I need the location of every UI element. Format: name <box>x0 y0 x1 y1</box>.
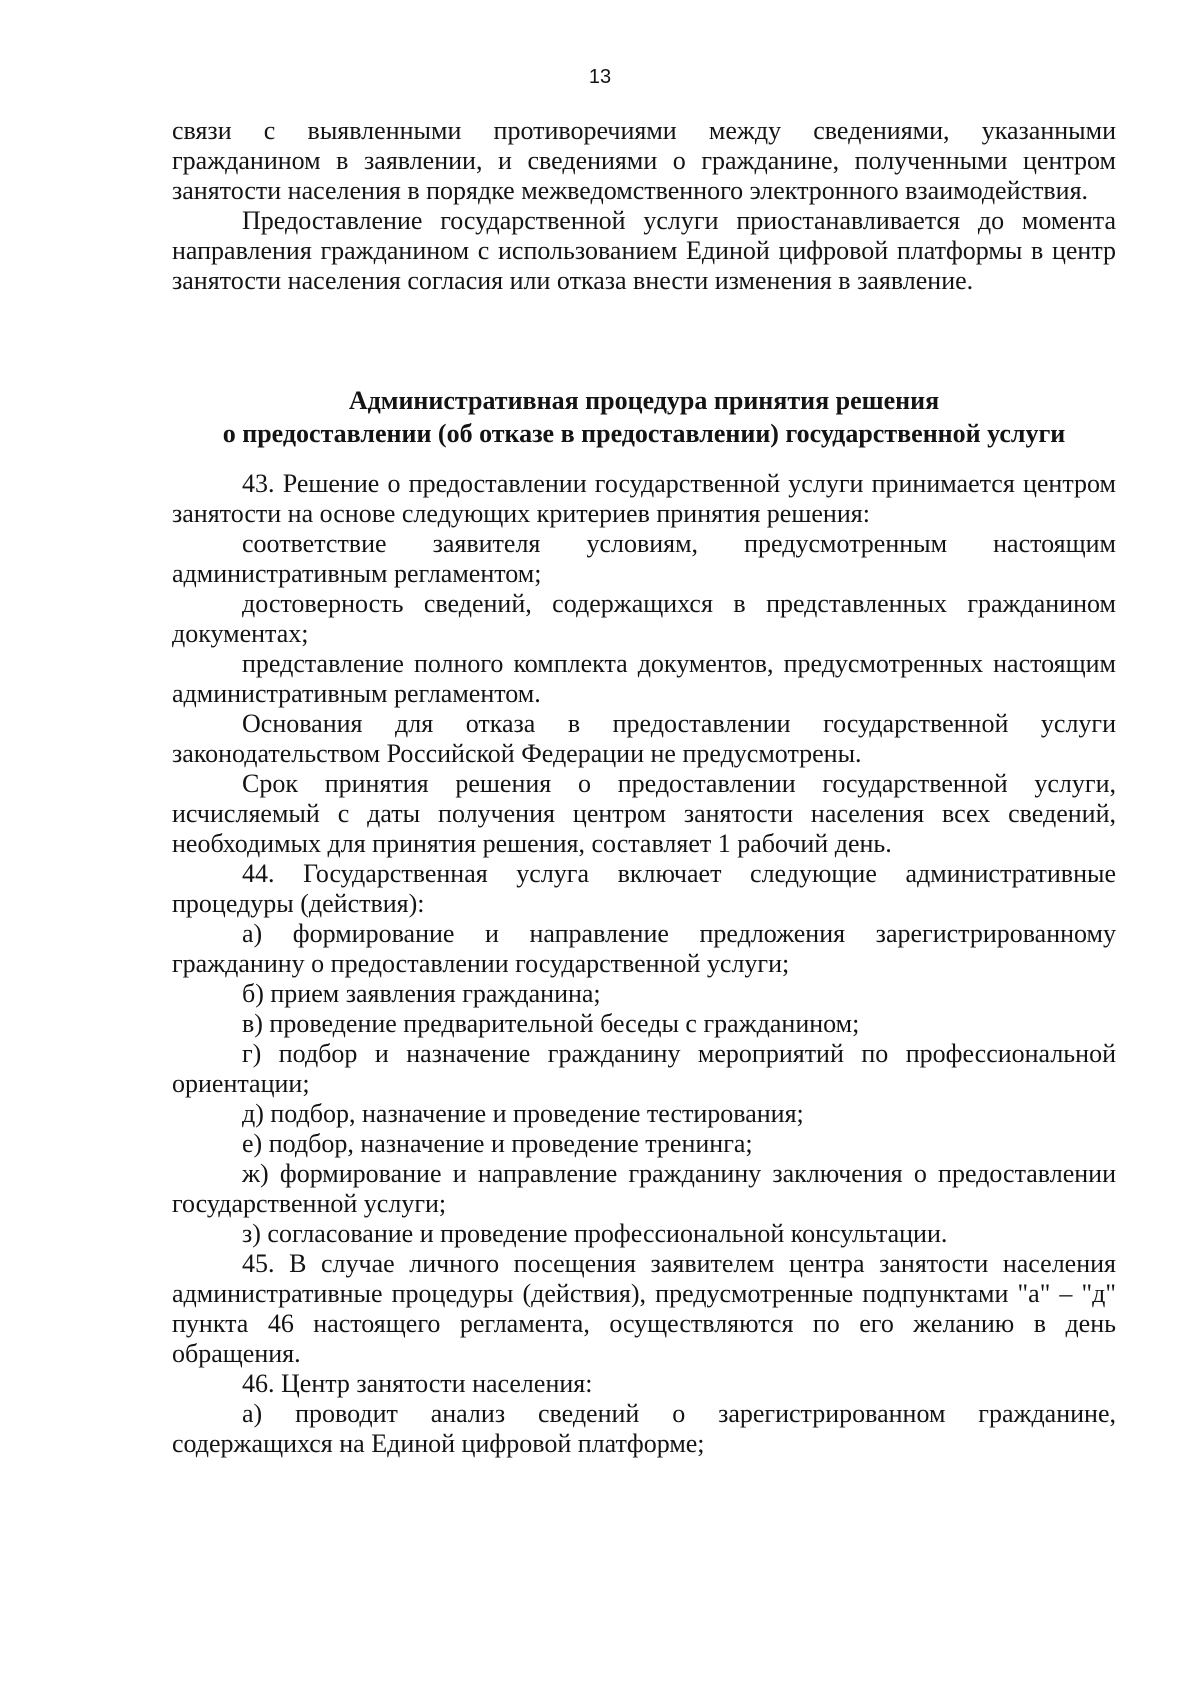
list-item: в) проведение предварительной беседы с гражданином; <box>242 1009 860 1038</box>
paragraph: достоверность сведений, содержащихся в представленных гражданином документах; <box>172 589 1116 648</box>
list-item: а) формирование и направление предложения зарегистрированному гражданину о предоставлении государственной услуги; <box>172 919 1116 978</box>
paragraph: 44. Государственная услуга включает следующие административные процедуры (действия): <box>172 859 1116 918</box>
paragraph: соответствие заявителя условиям, предусмотренным настоящим административным регламентом; <box>172 529 1116 588</box>
list-item: а) проводит анализ сведений о зарегистрированном гражданине, содержащихся на Единой цифровой платформе; <box>172 1399 1116 1458</box>
list-item: б) прием заявления гражданина; <box>242 979 601 1008</box>
paragraph: Предоставление государственной услуги приостанавливается до момента направления гражданином с использованием Единой цифровой платформы в центр занятости населения согласия или отказа внести изменения в заявление. <box>172 206 1116 295</box>
paragraph: представление полного комплекта документов, предусмотренных настоящим административным регламентом. <box>172 649 1116 708</box>
paragraph: 43. Решение о предоставлении государственной услуги принимается центром занятости на основе следующих критериев принятия решения: <box>172 469 1116 528</box>
paragraph: 46. Центр занятости населения: <box>242 1369 593 1398</box>
list-item: г) подбор и назначение гражданину мероприятий по профессиональной ориентации; <box>172 1039 1116 1098</box>
main-text-block <box>172 469 1116 1459</box>
paragraph: 45. В случае личного посещения заявителем центра занятости населения административные процедуры (действия), предусмотренные подпунктами "а" – "д" пункта 46 настоящего регламента, осуществляются по его желанию в день обращения. <box>172 1249 1116 1368</box>
section-title <box>150 384 1138 450</box>
paragraph: связи с выявленными противоречиями между сведениями, указанными гражданином в заявлении, и сведениями о гражданине, полученными центром занятости населения в порядке межведомственного электронного взаимодействия. <box>172 116 1116 205</box>
list-item: д) подбор, назначение и проведение тестирования; <box>242 1099 804 1128</box>
section-title-line-1: Административная процедура принятия решения <box>348 386 940 415</box>
list-item: е) подбор, назначение и проведение тренинга; <box>242 1129 753 1158</box>
list-item: ж) формирование и направление гражданину заключения о предоставлении государственной услуги; <box>172 1159 1116 1218</box>
list-item: з) согласование и проведение профессиональной консультации. <box>242 1219 948 1248</box>
top-text-block <box>172 116 1116 296</box>
paragraph: Основания для отказа в предоставлении государственной услуги законодательством Российской Федерации не предусмотрены. <box>172 709 1116 768</box>
section-title-line-2: о предоставлении (об отказе в предоставлении) государственной услуги <box>222 419 1066 448</box>
page-number: 13 <box>588 66 612 88</box>
paragraph: Срок принятия решения о предоставлении государственной услуги, исчисляемый с даты получения центром занятости населения всех сведений, необходимых для принятия решения, составляет 1 рабочий день. <box>172 769 1116 858</box>
